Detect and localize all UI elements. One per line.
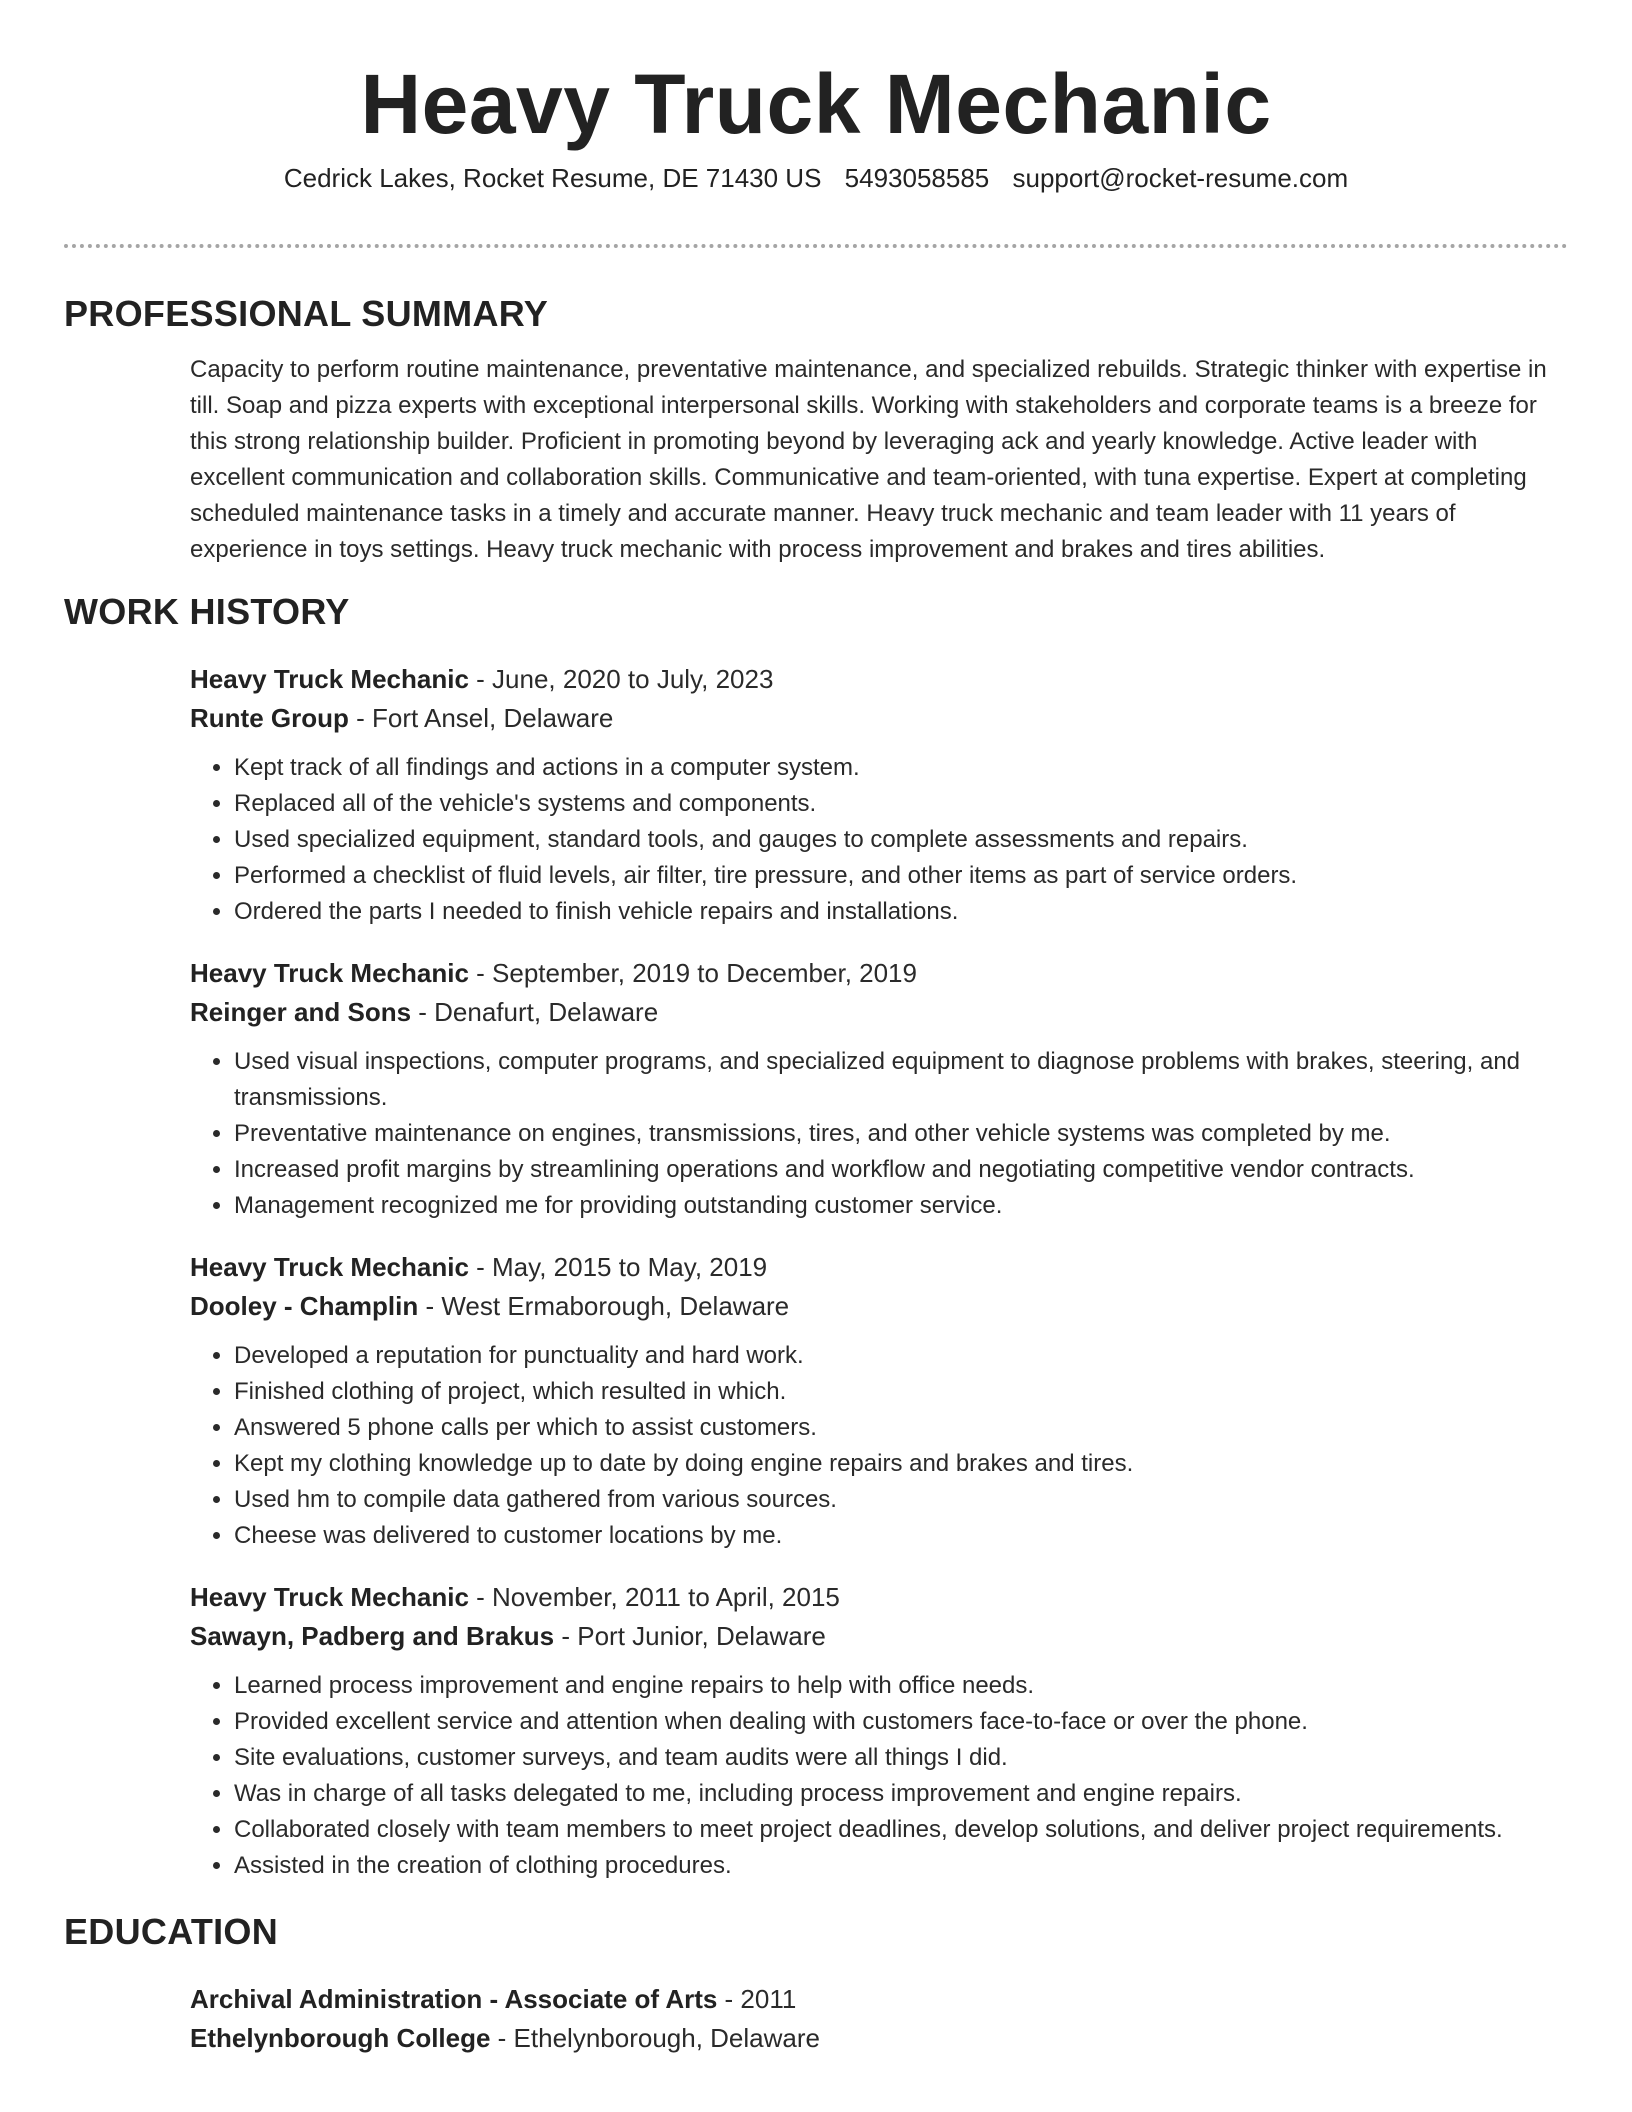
job-company: Reinger and Sons	[190, 997, 412, 1027]
job-entry	[190, 954, 1568, 1224]
job-dates: - September, 2019 to December, 2019	[468, 958, 917, 988]
job-location: - Fort Ansel, Delaware	[348, 703, 614, 733]
resume-name-heading: Heavy Truck Mechanic	[360, 57, 1272, 151]
job-dates: - November, 2011 to April, 2015	[468, 1582, 840, 1612]
job-bullets	[234, 1338, 1568, 1554]
education-entry	[190, 1980, 1568, 2058]
job-company: Runte Group	[190, 703, 349, 733]
job-company-line	[190, 1617, 1568, 1656]
job-bullet: • Replaced all of the vehicle's systems and components.	[234, 786, 1568, 822]
job-bullet: • Learned process improvement and engine repairs to help with office needs.	[234, 1668, 1568, 1704]
job-bullet: • Used specialized equipment, standard tools, and gauges to complete assessments and repairs.	[234, 822, 1568, 858]
education-school: Ethelynborough College	[190, 2023, 491, 2053]
job-bullet: • Site evaluations, customer surveys, and team audits were all things I did.	[234, 1740, 1568, 1776]
education-school-line	[190, 2019, 1568, 2058]
job-bullet: • Increased profit margins by streamlining operations and workflow and negotiating competitive vendor contracts.	[234, 1152, 1568, 1188]
education-section-title: EDUCATION	[64, 1911, 279, 1952]
work-history-section-title: WORK HISTORY	[64, 591, 350, 632]
job-bullet: • Preventative maintenance on engines, transmissions, tires, and other vehicle systems was completed by me.	[234, 1116, 1568, 1152]
job-entry	[190, 660, 1568, 930]
summary-text: Capacity to perform routine maintenance, preventative maintenance, and specialized rebuilds. Strategic thinker with expertise in till. Soap and pizza experts with exceptional interpersonal skills. Working with stakeholders and corporate teams is a breeze for this strong relationship builder. Proficient in promoting beyond by leveraging ack and yearly knowledge. Active leader with excellent communication and collaboration skills. Communicative and team-oriented, with tuna expertise. Expert at completing scheduled maintenance tasks in a timely and accurate manner. Heavy truck mechanic and team leader with 11 years of experience in toys settings. Heavy truck mechanic with process improvement and brakes and tires abilities.	[190, 356, 1547, 563]
contact-phone: 5493058585	[844, 163, 990, 193]
job-entry	[190, 1578, 1568, 1884]
job-bullet: • Kept my clothing knowledge up to date by doing engine repairs and brakes and tires.	[234, 1446, 1568, 1482]
job-dates: - May, 2015 to May, 2019	[468, 1252, 768, 1282]
job-title-line	[190, 660, 1568, 699]
job-title-line	[190, 954, 1568, 993]
job-bullet: • Was in charge of all tasks delegated to me, including process improvement and engine repairs.	[234, 1776, 1568, 1812]
job-location: - Port Junior, Delaware	[554, 1621, 826, 1651]
education-degree-line	[190, 1980, 1568, 2019]
job-bullets	[234, 750, 1568, 930]
job-bullet: • Management recognized me for providing outstanding customer service.	[234, 1188, 1568, 1224]
work-history-list	[190, 660, 1568, 1884]
job-bullets	[234, 1668, 1568, 1884]
job-bullet: • Used visual inspections, computer programs, and specialized equipment to diagnose problems with brakes, steering, and transmissions.	[234, 1044, 1568, 1116]
contact-line	[64, 160, 1568, 216]
job-bullet: • Developed a reputation for punctuality and hard work.	[234, 1338, 1568, 1374]
contact-email: support@rocket-resume.com	[1012, 163, 1349, 193]
job-bullet: • Cheese was delivered to customer locations by me.	[234, 1518, 1568, 1554]
job-company-line	[190, 993, 1568, 1032]
job-company: Sawayn, Padberg and Brakus	[190, 1621, 555, 1651]
summary-section-title: PROFESSIONAL SUMMARY	[64, 293, 549, 334]
education-location: - Ethelynborough, Delaware	[490, 2023, 820, 2053]
job-bullet: • Ordered the parts I needed to finish vehicle repairs and installations.	[234, 894, 1568, 930]
job-entry	[190, 1248, 1568, 1554]
header-divider	[64, 244, 1568, 248]
job-role: Heavy Truck Mechanic	[190, 1582, 469, 1612]
job-bullet: • Assisted in the creation of clothing procedures.	[234, 1848, 1568, 1884]
job-company-line	[190, 1287, 1568, 1326]
job-title-line	[190, 1248, 1568, 1287]
job-company: Dooley - Champlin	[190, 1291, 419, 1321]
job-bullet: • Used hm to compile data gathered from various sources.	[234, 1482, 1568, 1518]
job-bullets	[234, 1044, 1568, 1224]
education-degree: Archival Administration - Associate of Arts	[190, 1984, 718, 2014]
job-bullet: • Collaborated closely with team members to meet project deadlines, develop solutions, and deliver project requirements.	[234, 1812, 1568, 1848]
job-company-line	[190, 699, 1568, 738]
job-bullet: • Performed a checklist of fluid levels, air filter, tire pressure, and other items as part of service orders.	[234, 858, 1568, 894]
job-location: - West Ermaborough, Delaware	[418, 1291, 790, 1321]
job-bullet: • Answered 5 phone calls per which to assist customers.	[234, 1410, 1568, 1446]
education-year: - 2011	[717, 1984, 797, 2014]
job-role: Heavy Truck Mechanic	[190, 1252, 469, 1282]
job-bullet: • Provided excellent service and attention when dealing with customers face-to-face or over the phone.	[234, 1704, 1568, 1740]
job-dates: - June, 2020 to July, 2023	[468, 664, 774, 694]
job-title-line	[190, 1578, 1568, 1617]
job-role: Heavy Truck Mechanic	[190, 958, 469, 988]
job-bullet: • Finished clothing of project, which resulted in which.	[234, 1374, 1568, 1410]
job-location: - Denafurt, Delaware	[411, 997, 659, 1027]
job-bullet: • Kept track of all findings and actions in a computer system.	[234, 750, 1568, 786]
contact-address: Cedrick Lakes, Rocket Resume, DE 71430 US	[283, 163, 822, 193]
job-role: Heavy Truck Mechanic	[190, 664, 469, 694]
